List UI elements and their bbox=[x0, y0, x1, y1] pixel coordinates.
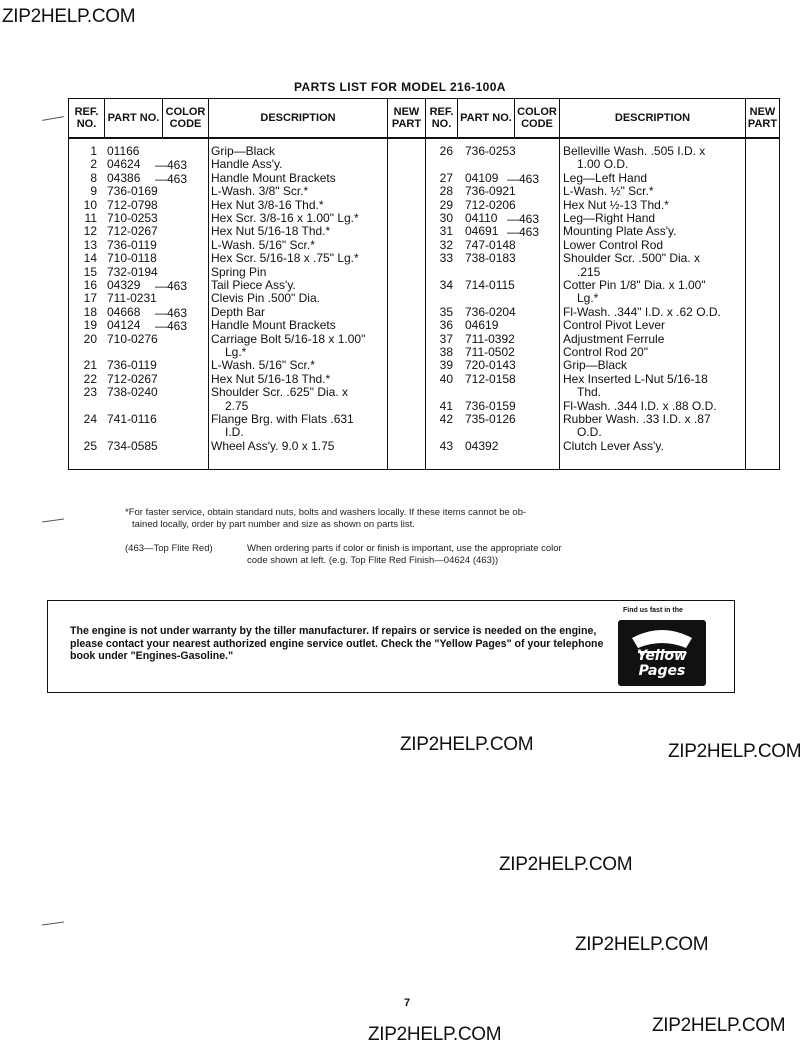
ref-number: 14 bbox=[83, 251, 97, 266]
part-number: 04624 bbox=[107, 157, 141, 172]
part-description: Hex Nut ½-13 Thd.* bbox=[563, 197, 669, 212]
part-description: Lg.* bbox=[577, 291, 599, 306]
col-divider bbox=[559, 99, 560, 469]
part-number: 710-0118 bbox=[107, 251, 157, 266]
watermark: ZIP2HELP.COM bbox=[2, 6, 136, 27]
part-description: Handle Ass'y. bbox=[211, 157, 283, 172]
part-description: Belleville Wash. .505 I.D. x bbox=[563, 144, 706, 158]
ref-number: 40 bbox=[439, 371, 453, 386]
part-number: 04124 bbox=[107, 318, 141, 333]
part-description: Clutch Lever Ass'y. bbox=[563, 438, 664, 453]
part-description: Lower Control Rod bbox=[563, 237, 664, 252]
header-description: DESCRIPTION bbox=[614, 112, 691, 124]
ref-number: 2 bbox=[90, 157, 97, 172]
ref-number: 19 bbox=[83, 318, 97, 333]
part-description: Fl-Wash. .344" I.D. x .62 O.D. bbox=[563, 304, 721, 319]
ref-number: 34 bbox=[439, 278, 453, 292]
color-code: —463 bbox=[155, 319, 188, 334]
yellow-pages-logo bbox=[618, 620, 706, 686]
ref-number: 35 bbox=[439, 304, 453, 319]
ref-number: 24 bbox=[83, 412, 97, 426]
part-number: 714-0115 bbox=[465, 278, 515, 292]
ref-number: 11 bbox=[84, 211, 97, 225]
footnote-line: tained locally, order by part number and size as shown on parts list. bbox=[132, 519, 415, 530]
part-number: 736-0921 bbox=[465, 184, 516, 199]
part-number: 04392 bbox=[465, 438, 499, 453]
color-code: —463 bbox=[155, 171, 188, 186]
part-description: Shoulder Scr. .500" Dia. x bbox=[563, 251, 700, 266]
ref-number: 21 bbox=[83, 358, 97, 373]
part-description: Hex Scr. 3/8-16 x 1.00" Lg.* bbox=[211, 211, 359, 225]
part-number: 01166 bbox=[107, 144, 140, 158]
part-description: Rubber Wash. .33 I.D. x .87 bbox=[563, 412, 711, 426]
part-number: 747-0148 bbox=[465, 237, 516, 252]
color-note-line: When ordering parts if color or finish is important, use the appropriate color bbox=[247, 543, 562, 554]
watermark: ZIP2HELP.COM bbox=[368, 1024, 502, 1045]
part-description: Hex Nut 5/16-18 Thd.* bbox=[211, 224, 331, 239]
color-note-line: code shown at left. (e.g. Top Flite Red Finish—04624 (463)) bbox=[247, 555, 499, 566]
ref-number: 43 bbox=[439, 438, 453, 453]
part-number: 711-0231 bbox=[107, 291, 157, 306]
color-code: —463 bbox=[155, 305, 188, 320]
part-description: Lg.* bbox=[225, 345, 247, 359]
ref-number: 22 bbox=[83, 371, 97, 386]
col-divider bbox=[387, 99, 388, 469]
col-divider bbox=[425, 99, 426, 469]
part-number: 711-0502 bbox=[465, 345, 515, 359]
ref-number: 37 bbox=[439, 331, 453, 346]
ref-number: 32 bbox=[439, 237, 453, 252]
part-number: 04109 bbox=[465, 170, 499, 185]
part-description: Clevis Pin .500" Dia. bbox=[211, 291, 320, 306]
part-description: Leg—Left Hand bbox=[563, 170, 648, 185]
part-description: Mounting Plate Ass'y. bbox=[563, 224, 677, 239]
header-description: DESCRIPTION bbox=[260, 112, 336, 124]
part-description: Grip—Black bbox=[563, 358, 628, 373]
yellow-pages-logo-line: Yellow bbox=[637, 648, 687, 664]
page-number: 7 bbox=[404, 997, 411, 1009]
part-number: 741-0116 bbox=[107, 412, 157, 426]
part-number: 710-0276 bbox=[107, 331, 158, 346]
ref-number: 25 bbox=[83, 438, 97, 453]
ref-number: 10 bbox=[83, 197, 97, 212]
part-description: Hex Inserted L-Nut 5/16-18 bbox=[563, 371, 708, 386]
page-title: PARTS LIST FOR MODEL 216-100A bbox=[294, 80, 506, 94]
header-part: PART NO. bbox=[107, 112, 160, 124]
ref-number: 13 bbox=[83, 237, 97, 252]
part-description: 2.75 bbox=[225, 398, 249, 413]
part-number: 736-0253 bbox=[465, 144, 516, 158]
part-number: 736-0119 bbox=[107, 358, 157, 373]
part-number: 04691 bbox=[465, 224, 499, 239]
part-description: 1.00 O.D. bbox=[577, 157, 629, 172]
ref-number: 38 bbox=[439, 345, 453, 359]
part-number: 736-0204 bbox=[465, 304, 516, 319]
part-description: .215 bbox=[577, 264, 601, 279]
color-code: —463 bbox=[155, 279, 188, 293]
part-description: L-Wash. 5/16" Scr.* bbox=[211, 358, 315, 373]
col-divider bbox=[745, 99, 746, 469]
watermark: ZIP2HELP.COM bbox=[499, 854, 633, 875]
scan-mark bbox=[42, 518, 64, 522]
part-description: L-Wash. 5/16" Scr.* bbox=[211, 237, 315, 252]
part-description: Handle Mount Brackets bbox=[211, 318, 336, 333]
ref-number: 29 bbox=[439, 197, 453, 212]
part-number: 720-0143 bbox=[465, 358, 516, 373]
part-description: L-Wash. 3/8" Scr.* bbox=[211, 184, 309, 199]
header-ref: REF. NO. bbox=[429, 106, 454, 130]
part-description: Grip—Black bbox=[211, 144, 276, 158]
part-number: 735-0126 bbox=[465, 412, 516, 426]
ref-number: 33 bbox=[439, 251, 453, 266]
ref-number: 12 bbox=[83, 224, 97, 239]
watermark: ZIP2HELP.COM bbox=[668, 741, 802, 762]
ref-number: 1 bbox=[90, 144, 97, 158]
part-description: Adjustment Ferrule bbox=[563, 331, 665, 346]
part-number: 712-0206 bbox=[465, 197, 516, 212]
part-number: 736-0169 bbox=[107, 184, 158, 199]
part-number: 734-0585 bbox=[107, 438, 158, 453]
part-number: 711-0392 bbox=[465, 331, 515, 346]
watermark: ZIP2HELP.COM bbox=[400, 734, 534, 755]
ref-number: 39 bbox=[439, 358, 453, 373]
header-color: COLOR CODE bbox=[165, 106, 206, 130]
part-number: 04619 bbox=[465, 318, 499, 333]
ref-number: 30 bbox=[439, 211, 453, 225]
header-ref: REF. NO. bbox=[74, 106, 99, 130]
color-code: —463 bbox=[155, 158, 188, 173]
part-description: Cotter Pin 1/8" Dia. x 1.00" bbox=[563, 278, 706, 292]
part-number: 04668 bbox=[107, 304, 141, 319]
part-description: Leg—Right Hand bbox=[563, 211, 656, 225]
parts-table bbox=[68, 98, 780, 470]
ref-number: 41 bbox=[439, 398, 453, 413]
color-code: —463 bbox=[507, 225, 540, 240]
part-description: Hex Nut 3/8-16 Thd.* bbox=[211, 197, 324, 212]
part-description: Tail Piece Ass'y. bbox=[211, 278, 296, 292]
color-code: —463 bbox=[507, 212, 540, 226]
header-rule bbox=[69, 137, 779, 139]
part-number: 736-0119 bbox=[107, 237, 157, 252]
part-description: L-Wash. ½" Scr.* bbox=[563, 184, 654, 199]
ref-number: 20 bbox=[83, 331, 97, 346]
ref-number: 28 bbox=[439, 184, 453, 199]
engine-warranty-text: The engine is not under warranty by the tiller manufacturer. If repairs or service is needed on the engine, please contact your nearest authorized engine service outlet. Check the "Yellow Pages" of your telephone book under "Engines-Gasoline." bbox=[70, 625, 604, 662]
footnote-line: *For faster service, obtain standard nuts, bolts and washers locally. If these items cannot be ob- bbox=[125, 507, 527, 518]
part-number: 712-0798 bbox=[107, 197, 158, 212]
part-description: Wheel Ass'y. 9.0 x 1.75 bbox=[211, 438, 335, 453]
ref-number: 27 bbox=[439, 170, 453, 185]
ref-number: 8 bbox=[90, 170, 97, 185]
part-number: 712-0267 bbox=[107, 371, 158, 386]
part-description: Fl-Wash. .344 I.D. x .88 O.D. bbox=[563, 398, 717, 413]
part-description: Spring Pin bbox=[211, 264, 267, 279]
ref-number: 31 bbox=[439, 224, 453, 239]
part-description: Control Pivot Lever bbox=[563, 318, 666, 333]
part-number: 712-0267 bbox=[107, 224, 158, 239]
header-color: COLOR CODE bbox=[517, 106, 557, 130]
ref-number: 18 bbox=[83, 304, 97, 319]
part-number: 738-0183 bbox=[465, 251, 516, 266]
part-number: 712-0158 bbox=[465, 371, 516, 386]
yellow-pages-logo-line: Pages bbox=[638, 663, 686, 679]
part-description: Handle Mount Brackets bbox=[211, 170, 336, 185]
yellow-pages-caption: Find us fast in the bbox=[623, 607, 683, 614]
header-new: NEW PART bbox=[391, 106, 422, 130]
part-number: 738-0240 bbox=[107, 385, 158, 400]
part-description: Flange Brg. with Flats .631 bbox=[211, 412, 354, 426]
ref-number: 9 bbox=[90, 184, 97, 199]
ref-number: 15 bbox=[83, 264, 97, 279]
color-key: (463—Top Flite Red) bbox=[125, 543, 213, 554]
scan-mark bbox=[42, 116, 64, 121]
part-description: Shoulder Scr. .625" Dia. x bbox=[211, 385, 348, 400]
col-divider bbox=[208, 99, 209, 469]
ref-number: 16 bbox=[83, 278, 97, 292]
part-number: 04110 bbox=[465, 211, 498, 225]
header-new: NEW PART bbox=[747, 106, 778, 130]
part-description: Control Rod 20" bbox=[563, 345, 648, 359]
ref-number: 23 bbox=[83, 385, 97, 400]
engine-warranty-notice bbox=[47, 600, 735, 693]
ref-number: 36 bbox=[439, 318, 453, 333]
part-description: Depth Bar bbox=[211, 304, 266, 319]
part-description: Carriage Bolt 5/16-18 x 1.00" bbox=[211, 331, 366, 346]
part-number: 04329 bbox=[107, 278, 141, 292]
ref-number: 26 bbox=[439, 144, 453, 158]
part-description: Thd. bbox=[577, 385, 602, 400]
part-number: 04386 bbox=[107, 170, 141, 185]
part-description: Hex Scr. 5/16-18 x .75" Lg.* bbox=[211, 251, 359, 266]
part-description: O.D. bbox=[577, 425, 602, 440]
part-description: Hex Nut 5/16-18 Thd.* bbox=[211, 371, 331, 386]
ref-number: 42 bbox=[439, 412, 453, 426]
color-code: —463 bbox=[507, 171, 540, 186]
part-description: I.D. bbox=[225, 425, 244, 440]
part-number: 710-0253 bbox=[107, 211, 158, 225]
part-number: 736-0159 bbox=[465, 398, 516, 413]
watermark: ZIP2HELP.COM bbox=[575, 934, 709, 955]
part-number: 732-0194 bbox=[107, 264, 158, 279]
header-part: PART NO. bbox=[460, 112, 512, 124]
watermark: ZIP2HELP.COM bbox=[652, 1015, 786, 1036]
ref-number: 17 bbox=[83, 291, 97, 306]
scan-mark bbox=[42, 921, 64, 925]
